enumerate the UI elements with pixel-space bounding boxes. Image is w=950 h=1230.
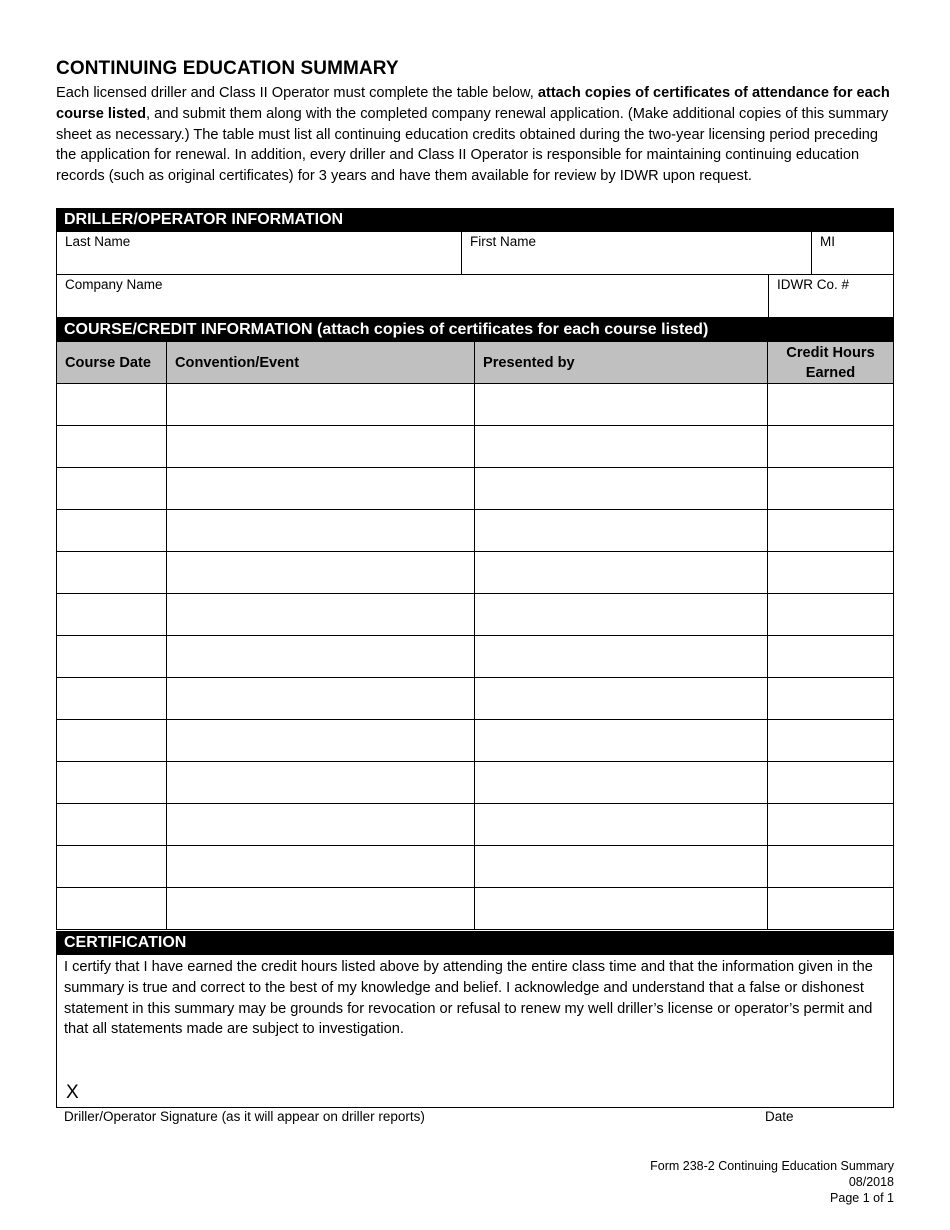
table-cell[interactable] <box>768 468 894 509</box>
table-cell[interactable] <box>475 804 768 845</box>
table-cell[interactable] <box>167 720 475 761</box>
table-row <box>56 552 894 594</box>
table-cell[interactable] <box>475 720 768 761</box>
table-cell[interactable] <box>475 846 768 887</box>
table-cell[interactable] <box>167 552 475 593</box>
table-row <box>56 762 894 804</box>
form-footer <box>650 1158 894 1206</box>
course-section-header: COURSE/CREDIT INFORMATION (attach copies of certificates for each course listed) <box>56 317 894 342</box>
table-cell[interactable] <box>56 888 167 929</box>
form-name: Form 238-2 Continuing Education Summary <box>650 1159 894 1173</box>
signature-field[interactable] <box>86 1080 736 1106</box>
col-header-course-date: Course Date <box>56 342 167 384</box>
table-cell[interactable] <box>167 888 475 929</box>
table-cell[interactable] <box>56 720 167 761</box>
table-row <box>56 846 894 888</box>
page-title: CONTINUING EDUCATION SUMMARY <box>56 58 399 79</box>
intro-text-2: , and submit them along with the completed company renewal application. (Make additional copies of this summary sheet as necessary.) The table must list all continuing education credits obtained during the two-year licensing period preceding the application for renewal. In addition, every driller and Class II Operator is responsible for maintaining continuing education records (such as original certificates) for 3 years and have them available for review by IDWR upon request. <box>56 105 889 185</box>
company-name-field[interactable] <box>56 275 768 317</box>
date-field[interactable] <box>756 1080 886 1106</box>
table-cell[interactable] <box>167 594 475 635</box>
table-row <box>56 720 894 762</box>
table-cell[interactable] <box>768 804 894 845</box>
col-header-presented-by: Presented by <box>475 342 768 384</box>
company-name-label: Company Name <box>65 277 163 292</box>
table-cell[interactable] <box>167 426 475 467</box>
last-name-label: Last Name <box>65 234 131 249</box>
table-row <box>56 594 894 636</box>
table-cell[interactable] <box>475 510 768 551</box>
table-cell[interactable] <box>475 762 768 803</box>
table-cell[interactable] <box>167 510 475 551</box>
table-cell[interactable] <box>56 762 167 803</box>
table-cell[interactable] <box>56 510 167 551</box>
table-cell[interactable] <box>475 468 768 509</box>
signature-x-mark: X <box>66 1082 79 1103</box>
table-cell[interactable] <box>475 552 768 593</box>
table-cell[interactable] <box>56 846 167 887</box>
table-cell[interactable] <box>167 468 475 509</box>
table-cell[interactable] <box>167 762 475 803</box>
table-cell[interactable] <box>56 426 167 467</box>
table-row <box>56 636 894 678</box>
table-cell[interactable] <box>475 426 768 467</box>
table-cell[interactable] <box>475 594 768 635</box>
table-cell[interactable] <box>768 384 894 425</box>
table-cell[interactable] <box>167 804 475 845</box>
page-number: Page 1 of 1 <box>830 1191 894 1205</box>
first-name-field[interactable] <box>461 232 811 275</box>
mi-label: MI <box>820 234 835 249</box>
col-header-convention-event: Convention/Event <box>167 342 475 384</box>
form-revision: 08/2018 <box>848 1175 894 1189</box>
table-cell[interactable] <box>167 636 475 677</box>
table-cell[interactable] <box>768 678 894 719</box>
intro-paragraph <box>56 83 894 187</box>
intro-text-1: Each licensed driller and Class II Operator must complete the table below, <box>56 85 538 101</box>
table-cell[interactable] <box>475 888 768 929</box>
col-header-credit-hours: Credit Hours Earned <box>768 342 894 384</box>
table-row <box>56 888 894 930</box>
table-cell[interactable] <box>768 720 894 761</box>
table-row <box>56 384 894 426</box>
table-cell[interactable] <box>56 384 167 425</box>
table-cell[interactable] <box>167 384 475 425</box>
mi-field[interactable] <box>811 232 894 275</box>
table-cell[interactable] <box>167 678 475 719</box>
table-cell[interactable] <box>768 594 894 635</box>
signature-label: Driller/Operator Signature (as it will appear on driller reports) <box>64 1109 425 1124</box>
table-cell[interactable] <box>56 636 167 677</box>
table-cell[interactable] <box>768 888 894 929</box>
driller-section-header: DRILLER/OPERATOR INFORMATION <box>56 208 894 232</box>
table-cell[interactable] <box>768 762 894 803</box>
table-row <box>56 468 894 510</box>
last-name-field[interactable] <box>56 232 461 275</box>
idwr-co-label: IDWR Co. # <box>777 277 850 292</box>
table-cell[interactable] <box>56 678 167 719</box>
table-row <box>56 510 894 552</box>
table-cell[interactable] <box>475 636 768 677</box>
table-cell[interactable] <box>768 636 894 677</box>
table-cell[interactable] <box>475 678 768 719</box>
table-row <box>56 678 894 720</box>
certification-text: I certify that I have earned the credit hours listed above by attending the entire class time and that the information given in the summary is true and correct to the best of my knowledge and belief. I acknowledge and understand that a false or dishonest statement in this summary may be grounds for revocation or refusal to renew my well driller’s license or operator’s permit and that all statements made are subject to investigation. <box>64 959 873 1038</box>
table-cell[interactable] <box>56 468 167 509</box>
table-cell[interactable] <box>56 594 167 635</box>
table-cell[interactable] <box>768 510 894 551</box>
table-cell[interactable] <box>56 552 167 593</box>
intro-bold-text: attach copies of certificates of attendance for each course listed <box>56 85 890 122</box>
table-cell[interactable] <box>768 426 894 467</box>
table-cell[interactable] <box>56 804 167 845</box>
certification-header: CERTIFICATION <box>56 931 894 955</box>
table-cell[interactable] <box>768 552 894 593</box>
first-name-label: First Name <box>470 234 537 249</box>
date-label: Date <box>765 1109 794 1124</box>
table-row <box>56 426 894 468</box>
table-cell[interactable] <box>167 846 475 887</box>
table-cell[interactable] <box>475 384 768 425</box>
table-cell[interactable] <box>768 846 894 887</box>
table-row <box>56 804 894 846</box>
idwr-co-field[interactable] <box>768 275 894 317</box>
